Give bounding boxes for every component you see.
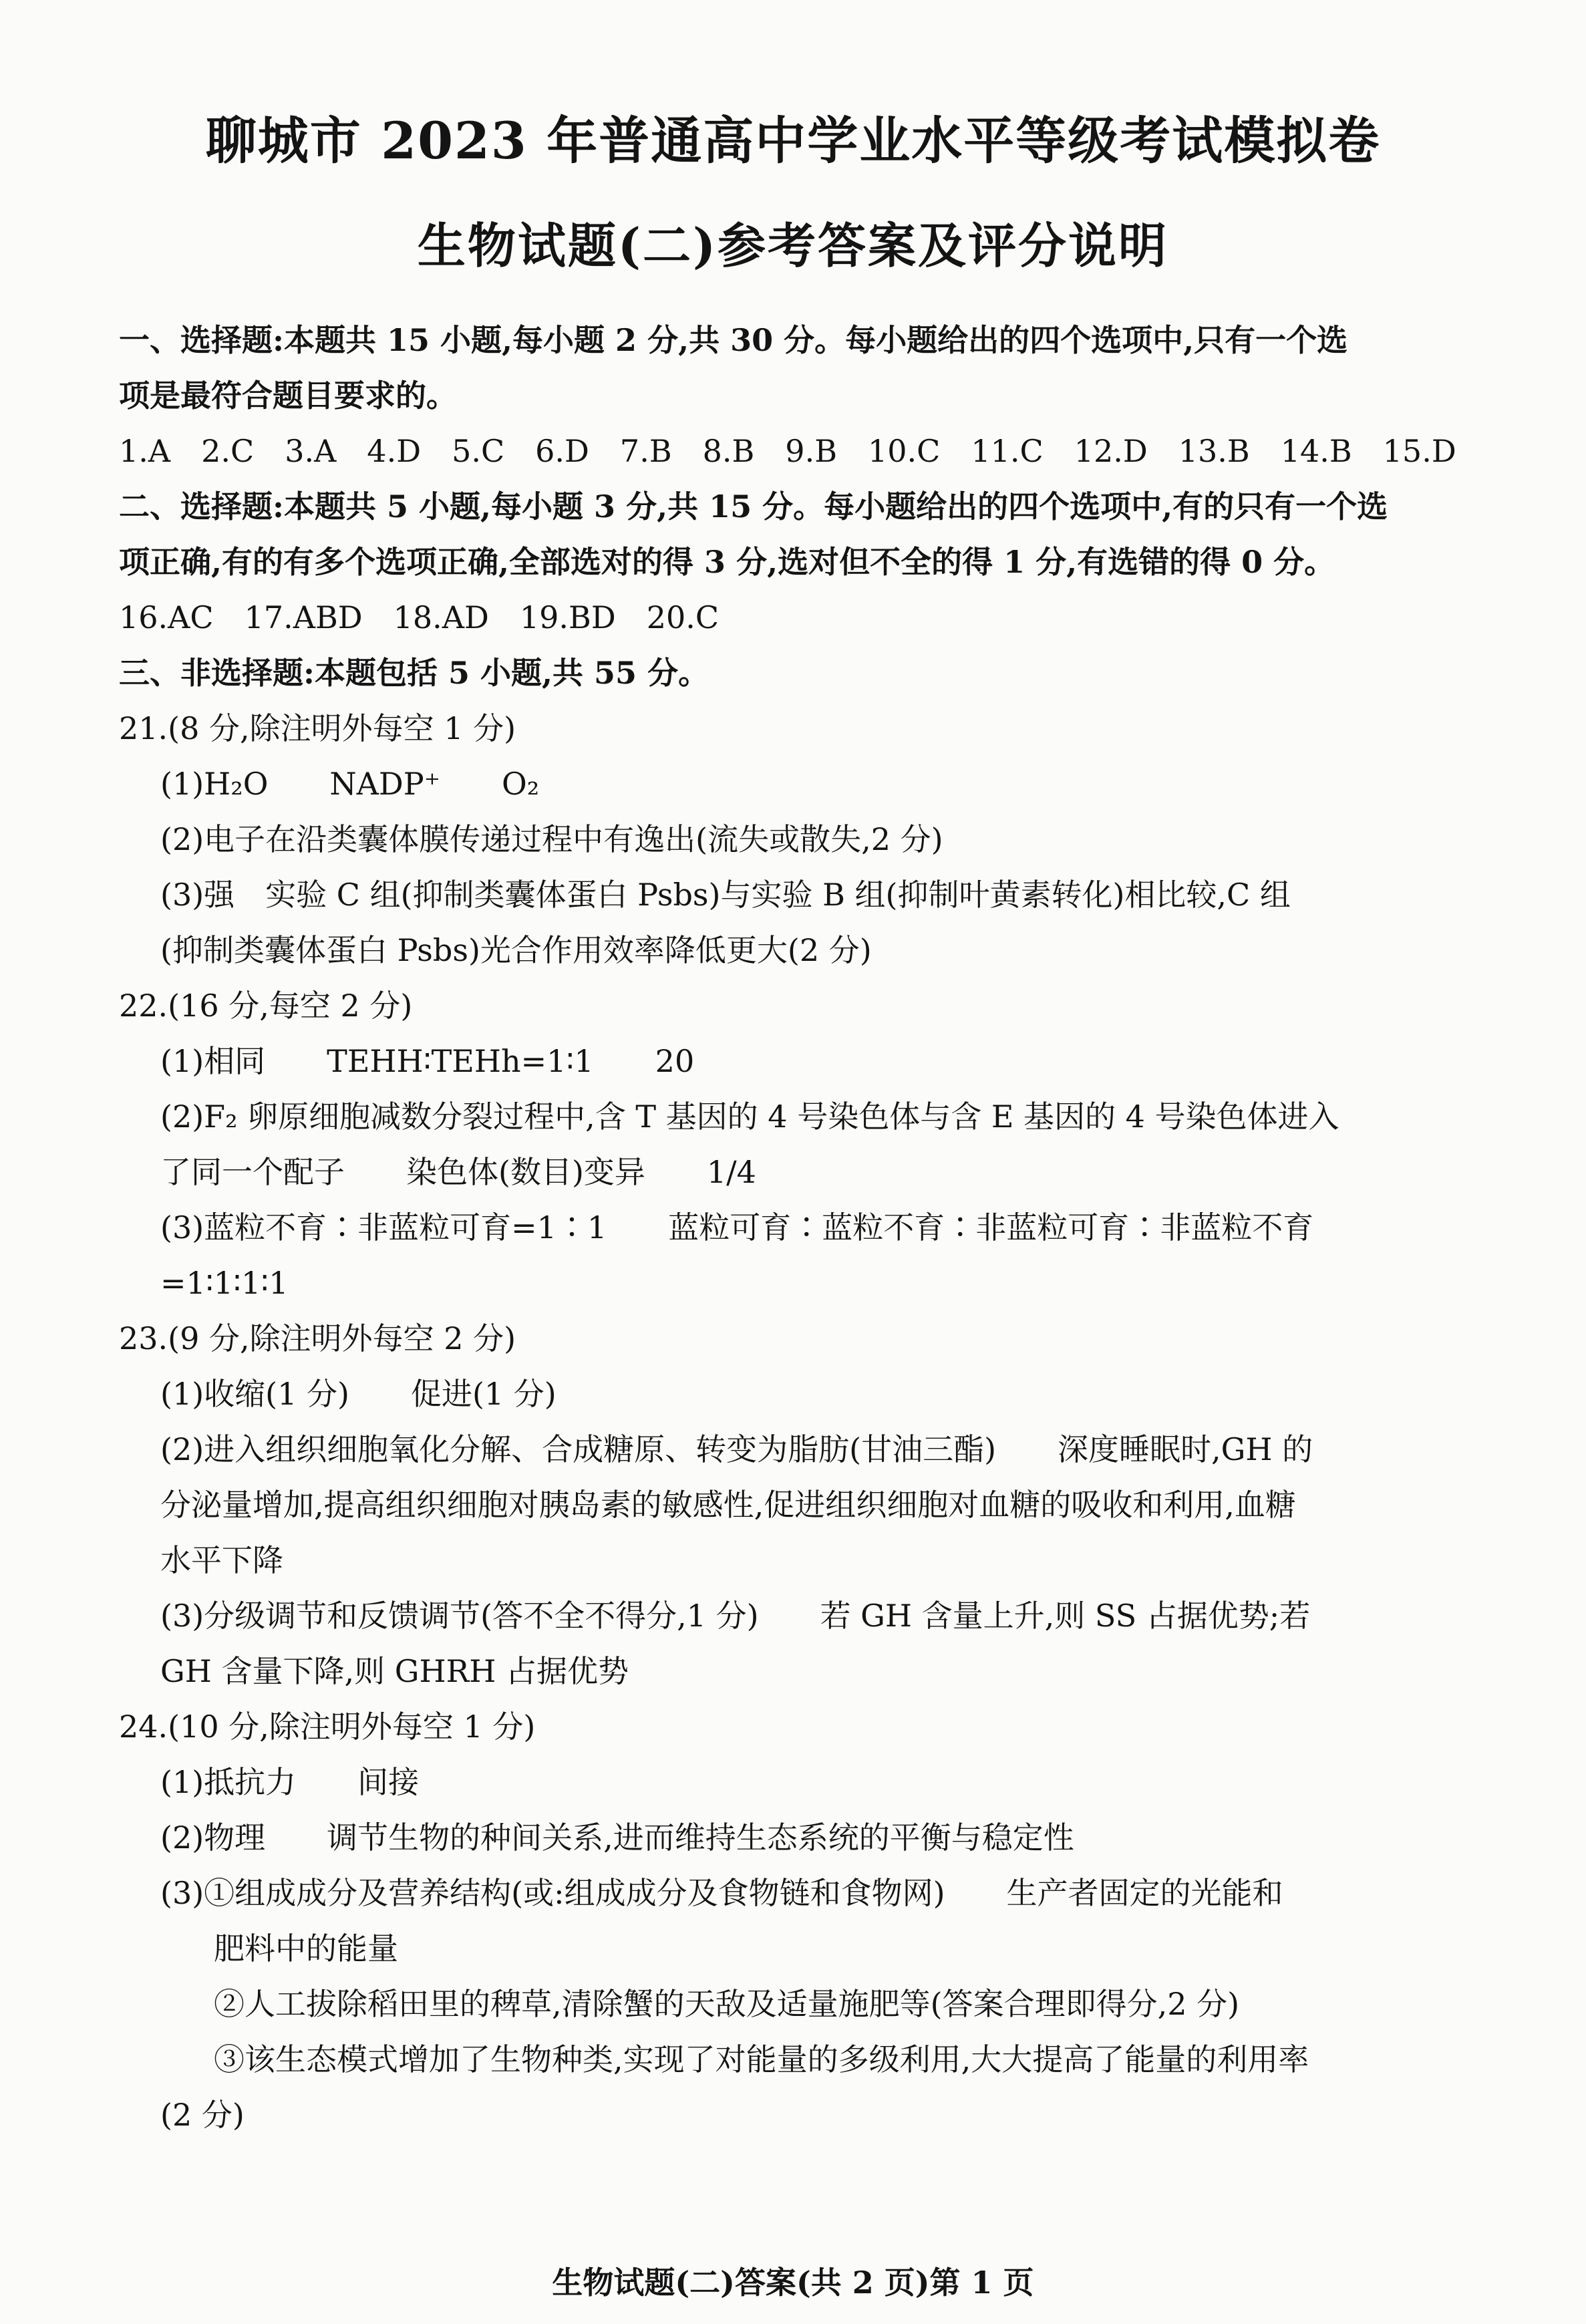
q23-part2-cont2: 水平下降: [160, 1542, 283, 1578]
q24-part1: (1)抵抗力 间接: [160, 1764, 420, 1800]
q21-part3-cont: (抑制类囊体蛋白 Psbs)光合作用效率降低更大(2 分): [160, 932, 872, 968]
q24-part3-item2: ②人工拔除稻田里的稗草,清除蟹的天敌及适量施肥等(答案合理即得分,2 分): [214, 1986, 1240, 2022]
section-1-heading: 一、选择题:本题共 15 小题,每小题 2 分,共 30 分。每小题给出的四个选项中,只有一个选: [119, 322, 1348, 358]
q23-part2: (2)进入组织细胞氧化分解、合成糖原、转变为脂肪(甘油三酯) 深度睡眠时,GH 的: [160, 1431, 1313, 1467]
section-2-heading-cont: 项正确,有的有多个选项正确,全部选对的得 3 分,选对但不全的得 1 分,有选错的得 0 分。: [119, 544, 1335, 580]
q22-part3: (3)蓝粒不育∶非蓝粒可育=1∶1 蓝粒可育∶蓝粒不育∶非蓝粒可育∶非蓝粒不育: [160, 1209, 1314, 1246]
q22-part1: (1)相同 TEHH∶TEHh=1∶1 20: [160, 1043, 695, 1079]
mc-answers-16-20: 16.AC 17.ABD 18.AD 19.BD 20.C: [119, 599, 720, 635]
page-footer: 生物试题(二)答案(共 2 页)第 1 页: [552, 2265, 1034, 2301]
q24-part3: (3)①组成成分及营养结构(或:组成成分及食物链和食物网) 生产者固定的光能和: [160, 1875, 1283, 1911]
section-1-heading-cont: 项是最符合题目要求的。: [119, 378, 457, 414]
q21-part3: (3)强 实验 C 组(抑制类囊体蛋白 Psbs)与实验 B 组(抑制叶黄素转化)相比较,C 组: [160, 877, 1291, 913]
section-3-heading: 三、非选择题:本题包括 5 小题,共 55 分。: [119, 655, 709, 691]
q24-part2: (2)物理 调节生物的种间关系,进而维持生态系统的平衡与稳定性: [160, 1820, 1074, 1856]
q22-part2: (2)F₂ 卵原细胞减数分裂过程中,含 T 基因的 4 号染色体与含 E 基因的 4 号染色体进入: [160, 1099, 1339, 1135]
q24-part3-item3: ③该生态模式增加了生物种类,实现了对能量的多级利用,大大提高了能量的利用率: [214, 2041, 1309, 2077]
exam-title: 聊城市 2023 年普通高中学业水平等级考试模拟卷: [205, 111, 1381, 170]
q21-part2: (2)电子在沿类囊体膜传递过程中有逸出(流失或散失,2 分): [160, 821, 943, 857]
mc-answers-1-15: 1.A 2.C 3.A 4.D 5.C 6.D 7.B 8.B 9.B 10.C 11.C 12.D 13.B 14.B 15.D: [119, 433, 1456, 469]
q21-heading: 21.(8 分,除注明外每空 1 分): [119, 710, 516, 746]
answer-content: [119, 313, 1488, 2143]
answer-key-title: 生物试题(二)参考答案及评分说明: [417, 217, 1169, 274]
q23-part3-cont: GH 含量下降,则 GHRH 占据优势: [160, 1653, 629, 1689]
q24-part3-item3-cont: (2 分): [160, 2097, 245, 2133]
q24-part3-cont: 肥料中的能量: [214, 1930, 398, 1967]
q22-part2-cont: 了同一个配子 染色体(数目)变异 1/4: [160, 1154, 756, 1190]
q23-heading: 23.(9 分,除注明外每空 2 分): [119, 1320, 516, 1356]
section-2-heading: 二、选择题:本题共 5 小题,每小题 3 分,共 15 分。每小题给出的四个选项中,有的只有一个选: [119, 488, 1388, 525]
q24-heading: 24.(10 分,除注明外每空 1 分): [119, 1709, 536, 1745]
q21-part1: (1)H₂O NADP⁺ O₂: [160, 766, 540, 802]
q23-part1: (1)收缩(1 分) 促进(1 分): [160, 1376, 557, 1412]
q22-part3-cont: =1∶1∶1∶1: [160, 1265, 289, 1301]
q23-part3: (3)分级调节和反馈调节(答不全不得分,1 分) 若 GH 含量上升,则 SS 占据优势;若: [160, 1598, 1311, 1634]
q22-heading: 22.(16 分,每空 2 分): [119, 988, 413, 1024]
q23-part2-cont: 分泌量增加,提高组织细胞对胰岛素的敏感性,促进组织细胞对血糖的吸收和利用,血糖: [160, 1487, 1296, 1523]
